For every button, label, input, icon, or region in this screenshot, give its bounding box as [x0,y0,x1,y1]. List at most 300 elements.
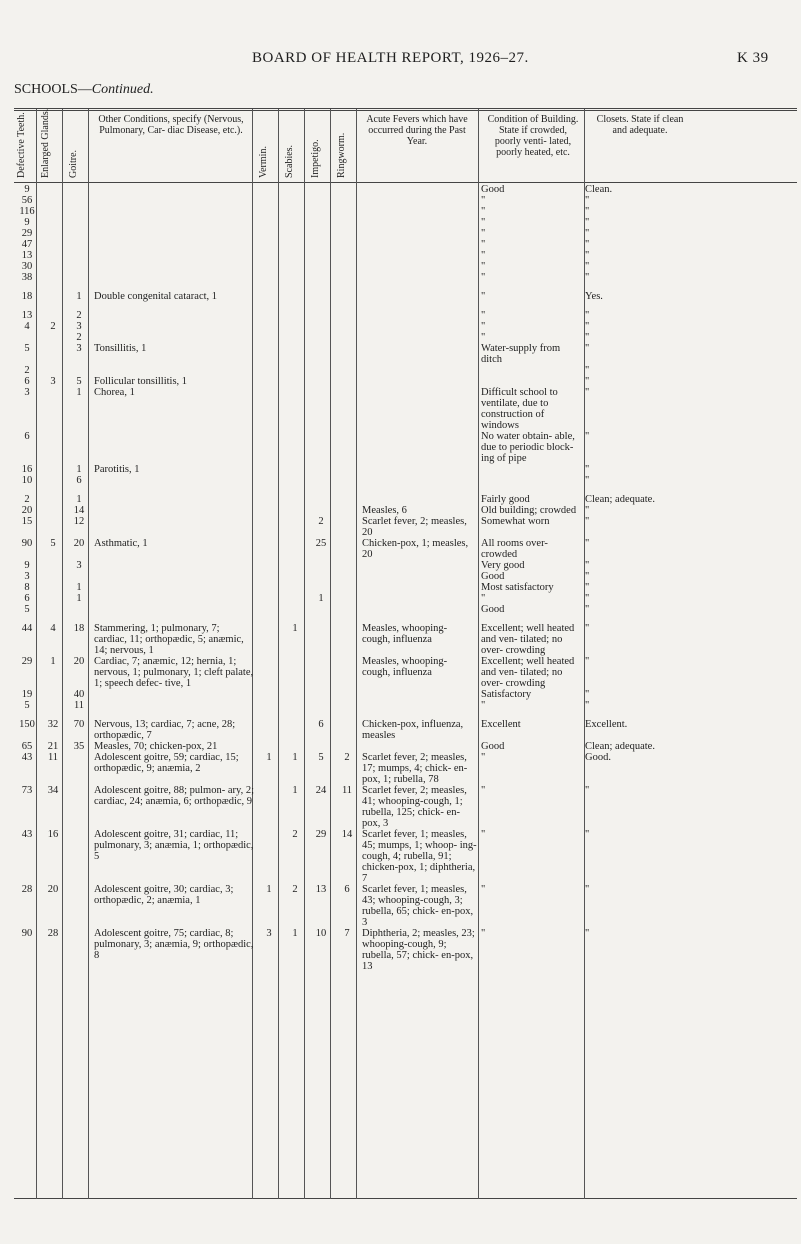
table-cell [92,593,256,604]
table-cell [360,376,479,387]
table-cell [334,239,360,250]
table-cell: 15 [21,516,33,527]
table-cell: Good [481,741,505,752]
table-cell [256,239,282,250]
table-cell: 20 [73,656,85,667]
table-cell [92,365,256,376]
table-cell [308,195,334,206]
table-cell [92,195,256,206]
table-cell [360,321,479,332]
table-cell: 20 [21,505,33,516]
table-row [14,475,669,486]
table-cell [256,505,282,516]
table-cell [282,343,308,365]
table-cell: " [481,206,486,217]
table-cell [360,741,479,752]
table-cell [66,239,92,250]
table-cell [334,250,360,261]
table-cell: 20 [73,538,85,549]
table-cell [282,239,308,250]
table-cell: 90 [21,538,33,549]
table-cell [40,505,66,516]
table-cell: 6 [24,431,30,442]
table-cell [40,475,66,486]
table-cell: " [585,272,590,283]
table-cell [256,217,282,228]
table-row [14,593,669,604]
col-head-building: Condition of Building. State if crowded, poorly venti- lated, poorly heated, etc. [487,114,579,158]
table-cell: Excellent; well heated and ven- tilated; no over- crowding [481,623,575,656]
table-cell: Tonsillitis, 1 [94,343,147,354]
table-row [14,928,669,972]
table-cell: 5 [318,752,324,763]
table-cell [40,343,66,365]
table-cell [256,387,282,431]
table-cell [14,332,40,343]
table-cell [66,365,92,376]
table-cell [360,261,479,272]
table-cell [66,829,92,884]
table-cell [66,228,92,239]
table-cell: 2 [292,829,298,840]
table-cell: " [585,217,590,228]
table-cell: " [585,884,590,895]
table-cell [66,250,92,261]
table-cell: 35 [73,741,85,752]
table-cell [256,571,282,582]
table-cell: 3 [76,560,82,571]
table-cell [282,604,308,615]
table-cell [334,321,360,332]
table-row [14,538,669,560]
table-cell [282,310,308,321]
table-row [14,719,669,741]
table-cell: 56 [21,195,33,206]
table-cell [334,516,360,538]
table-cell: 30 [21,261,33,272]
table-cell [256,332,282,343]
table-cell [92,228,256,239]
table-cell [282,741,308,752]
table-cell: " [481,752,486,763]
table-cell [282,719,308,741]
table-cell: Good [481,184,505,195]
table-cell: " [585,505,590,516]
col-head-other: Other Conditions, specify (Nervous, Pulmonary, Car- diac Disease, etc.). [98,114,244,136]
table-cell [66,272,92,283]
table-cell [256,785,282,829]
table-cell [92,206,256,217]
table-cell: " [481,261,486,272]
table-cell [282,475,308,486]
table-cell: 20 [47,884,59,895]
table-cell [92,250,256,261]
table-row [14,261,669,272]
row-gap [14,283,669,291]
table-cell: 28 [21,884,33,895]
table-cell [92,310,256,321]
table-cell: 4 [50,623,56,634]
table-cell [40,604,66,615]
table-cell [308,250,334,261]
table-cell: 14 [341,829,353,840]
table-cell: " [585,376,590,387]
table-cell [282,700,308,711]
running-title: BOARD OF HEALTH REPORT, 1926–27. [252,50,529,66]
col-head-impetigo: Impetigo. [310,139,321,178]
table-cell [282,206,308,217]
table-cell [40,494,66,505]
table-cell [360,475,479,486]
table-cell: 13 [315,884,327,895]
table-cell [66,604,92,615]
table-cell [360,184,479,195]
table-cell: Diphtheria, 2; measles, 23; whooping-cough, 9; rubella, 57; chick- en-pox, 13 [362,928,475,972]
table-cell [334,217,360,228]
table-cell: Cardiac, 7; anæmic, 12; hernia, 1; nervous, 1; pulmonary, 1; cleft palate, 1; speech defec- tive, 1 [94,656,254,689]
page-number: K 39 [737,50,769,66]
table-cell [308,239,334,250]
table-cell [256,310,282,321]
top-rule-2 [14,110,797,111]
table-cell: 8 [24,582,30,593]
table-cell [360,593,479,604]
table-cell [334,431,360,464]
table-cell [360,494,479,505]
table-cell: " [481,321,486,332]
table-cell [308,582,334,593]
table-cell: 9 [24,217,30,228]
table-cell [479,365,583,376]
table-cell: Chicken-pox, 1; measles, 20 [362,538,469,560]
table-cell: 11 [47,752,59,763]
table-cell: No water obtain- able, due to periodic block- ing of pipe [481,431,575,464]
table-cell: 14 [73,505,85,516]
table-cell [308,184,334,195]
col-head-fevers: Acute Fevers which have occurred during the Past Year. [366,114,468,147]
table-cell [256,250,282,261]
table-cell: 3 [50,376,56,387]
table-cell [334,560,360,571]
table-cell: " [585,604,590,615]
table-cell: 1 [292,623,298,634]
table-cell: Chorea, 1 [94,387,135,398]
table-cell [256,291,282,302]
table-cell [308,376,334,387]
table-cell [360,272,479,283]
table-cell: " [481,928,486,939]
table-cell [334,656,360,689]
table-cell: Adolescent goitre, 59; cardiac, 15; orthopædic, 9; anæmia, 2 [94,752,239,774]
table-cell [479,376,583,387]
table-cell: 116 [19,206,35,217]
table-cell [334,623,360,656]
table-cell [334,571,360,582]
table-cell [308,387,334,431]
table-cell [92,494,256,505]
table-cell: 10 [21,475,33,486]
table-cell [66,206,92,217]
table-cell [308,560,334,571]
table-cell [308,689,334,700]
table-cell: " [585,928,590,939]
table-cell [334,538,360,560]
table-cell [40,291,66,302]
table-cell: Good [481,571,505,582]
table-cell [334,593,360,604]
table-cell: 24 [315,785,327,796]
table-cell: " [585,538,590,549]
table-cell: 47 [21,239,33,250]
table-cell [282,431,308,464]
table-row [14,321,669,332]
table-row [14,217,669,228]
table-cell [40,560,66,571]
table-cell: " [481,239,486,250]
table-cell [308,623,334,656]
section-title-main: SCHOOLS— [14,82,92,97]
table-cell [256,516,282,538]
table-cell: " [585,700,590,711]
table-cell [256,593,282,604]
table-cell [360,571,479,582]
table-cell [308,206,334,217]
table-row [14,239,669,250]
table-cell: " [585,261,590,272]
table-cell: Very good [481,560,525,571]
table-row [14,387,669,431]
table-cell: " [585,365,590,376]
table-cell: " [481,272,486,283]
table-cell [282,195,308,206]
row-gap [14,486,669,494]
table-cell [360,431,479,464]
table-row [14,656,669,689]
table-cell: 44 [21,623,33,634]
table-cell: " [585,689,590,700]
table-cell [92,689,256,700]
table-cell [40,689,66,700]
table-cell: 43 [21,752,33,763]
row-gap [14,302,669,310]
table-cell [40,239,66,250]
table-cell: 34 [47,785,59,796]
table-cell [282,332,308,343]
table-cell [92,700,256,711]
table-cell: " [585,195,590,206]
table-row [14,741,669,752]
table-cell: 5 [24,343,30,354]
table-cell [360,195,479,206]
table-cell [282,538,308,560]
table-row [14,250,669,261]
table-cell: 65 [21,741,33,752]
table-cell [360,343,479,365]
table-cell [360,387,479,431]
gap-cell [14,711,669,719]
table-cell [66,431,92,464]
table-cell [92,505,256,516]
table-cell [282,250,308,261]
table-cell: 5 [24,604,30,615]
table-cell: 3 [24,387,30,398]
table-cell: 32 [47,719,59,730]
table-row [14,494,669,505]
table-cell: " [585,464,590,475]
table-cell: 21 [47,741,59,752]
table-cell: 18 [21,291,33,302]
bottom-rule [14,1198,797,1199]
table-cell: " [481,217,486,228]
table-cell: Stammering, 1; pulmonary, 7; cardiac, 11; orthopædic, 5; anæmic, 14; nervous, 1 [94,623,244,656]
table-cell [282,376,308,387]
table-cell: 19 [21,689,33,700]
table-cell: Scarlet fever, 2; measles, 41; whooping-cough, 1; rubella, 125; chick- en-pox, 3 [362,785,467,829]
table-cell [92,571,256,582]
table-cell [282,387,308,431]
table-row [14,582,669,593]
table-cell [256,604,282,615]
table-cell [256,195,282,206]
schools-table [14,184,669,972]
table-cell [256,431,282,464]
table-cell [66,928,92,972]
table-cell: " [481,785,486,796]
table-cell [40,195,66,206]
table-cell [282,505,308,516]
table-cell: " [585,516,590,527]
table-row [14,785,669,829]
table-cell: 2 [344,752,350,763]
table-cell: " [585,310,590,321]
table-cell: 70 [73,719,85,730]
table-cell: " [585,785,590,796]
table-cell: Parotitis, 1 [94,464,140,475]
table-cell: Clean. [585,184,613,195]
table-cell: 73 [21,785,33,796]
table-cell [92,272,256,283]
table-cell: 1 [50,656,56,667]
table-cell: All rooms over- crowded [481,538,548,560]
table-cell [92,582,256,593]
table-cell [334,700,360,711]
table-cell: 38 [21,272,33,283]
table-cell: 1 [76,494,82,505]
table-cell: " [585,228,590,239]
table-cell: Excellent. [585,719,628,730]
table-cell: 1 [76,464,82,475]
table-row [14,464,669,475]
table-cell [40,582,66,593]
table-cell: 18 [73,623,85,634]
table-cell [334,475,360,486]
table-cell: Good. [585,752,611,763]
table-cell: 13 [21,310,33,321]
table-cell [334,184,360,195]
table-cell: 1 [76,582,82,593]
table-cell [40,250,66,261]
gap-cell [14,302,669,310]
gap-cell [14,283,669,291]
table-cell [40,217,66,228]
table-cell [479,475,583,486]
table-cell: Water-supply from ditch [481,343,561,365]
table-cell [282,582,308,593]
table-cell: Measles, whooping- cough, influenza [362,656,448,678]
table-cell [334,719,360,741]
table-cell: " [481,195,486,206]
table-row [14,195,669,206]
table-cell: 3 [76,321,82,332]
table-cell: Scarlet fever, 1; measles, 43; whooping-cough, 3; rubella, 65; chick- en-pox, 3 [362,884,474,928]
table-cell: 1 [76,387,82,398]
table-cell [66,785,92,829]
table-cell: " [585,623,590,634]
table-cell [256,719,282,741]
table-cell: " [585,593,590,604]
table-cell: 16 [47,829,59,840]
table-cell: " [585,829,590,840]
table-cell: " [585,343,590,354]
table-cell [360,291,479,302]
table-cell [360,228,479,239]
table-cell: 1 [266,752,272,763]
table-cell [334,195,360,206]
table-cell [308,321,334,332]
table-row [14,272,669,283]
col-head-ringworm: Ringworm. [336,132,347,178]
table-row [14,752,669,785]
table-cell: Nervous, 13; cardiac, 7; acne, 28; orthopædic, 7 [94,719,236,741]
table-row [14,560,669,571]
table-cell: Difficult school to ventilate, due to construction of windows [481,387,558,431]
table-cell: " [481,291,486,302]
table-cell [40,261,66,272]
table-cell: 6 [24,593,30,604]
table-cell [40,310,66,321]
table-cell: 12 [73,516,85,527]
table-cell [66,261,92,272]
table-cell [334,604,360,615]
table-cell: " [585,475,590,486]
table-cell: 6 [344,884,350,895]
table-cell [282,516,308,538]
table-row [14,604,669,615]
table-cell: 3 [266,928,272,939]
table-cell: Somewhat worn [481,516,550,527]
table-cell: 9 [24,560,30,571]
col-head-vermin: Vermin. [258,146,269,178]
table-cell: " [585,321,590,332]
table-cell [308,261,334,272]
table-cell: 16 [21,464,33,475]
col-head-glands: Enlarged Glands. [40,108,51,178]
table-cell: Fairly good [481,494,530,505]
table-cell [308,656,334,689]
table-cell [92,431,256,464]
table-cell [256,656,282,689]
table-row [14,206,669,217]
table-cell [40,431,66,464]
row-gap [14,615,669,623]
table-cell: 7 [344,928,350,939]
table-cell [40,700,66,711]
table-row [14,332,669,343]
table-row [14,365,669,376]
table-cell: Measles, whooping- cough, influenza [362,623,448,645]
table-cell: 2 [50,321,56,332]
col-head-closets: Closets. State if clean and adequate. [596,114,684,136]
